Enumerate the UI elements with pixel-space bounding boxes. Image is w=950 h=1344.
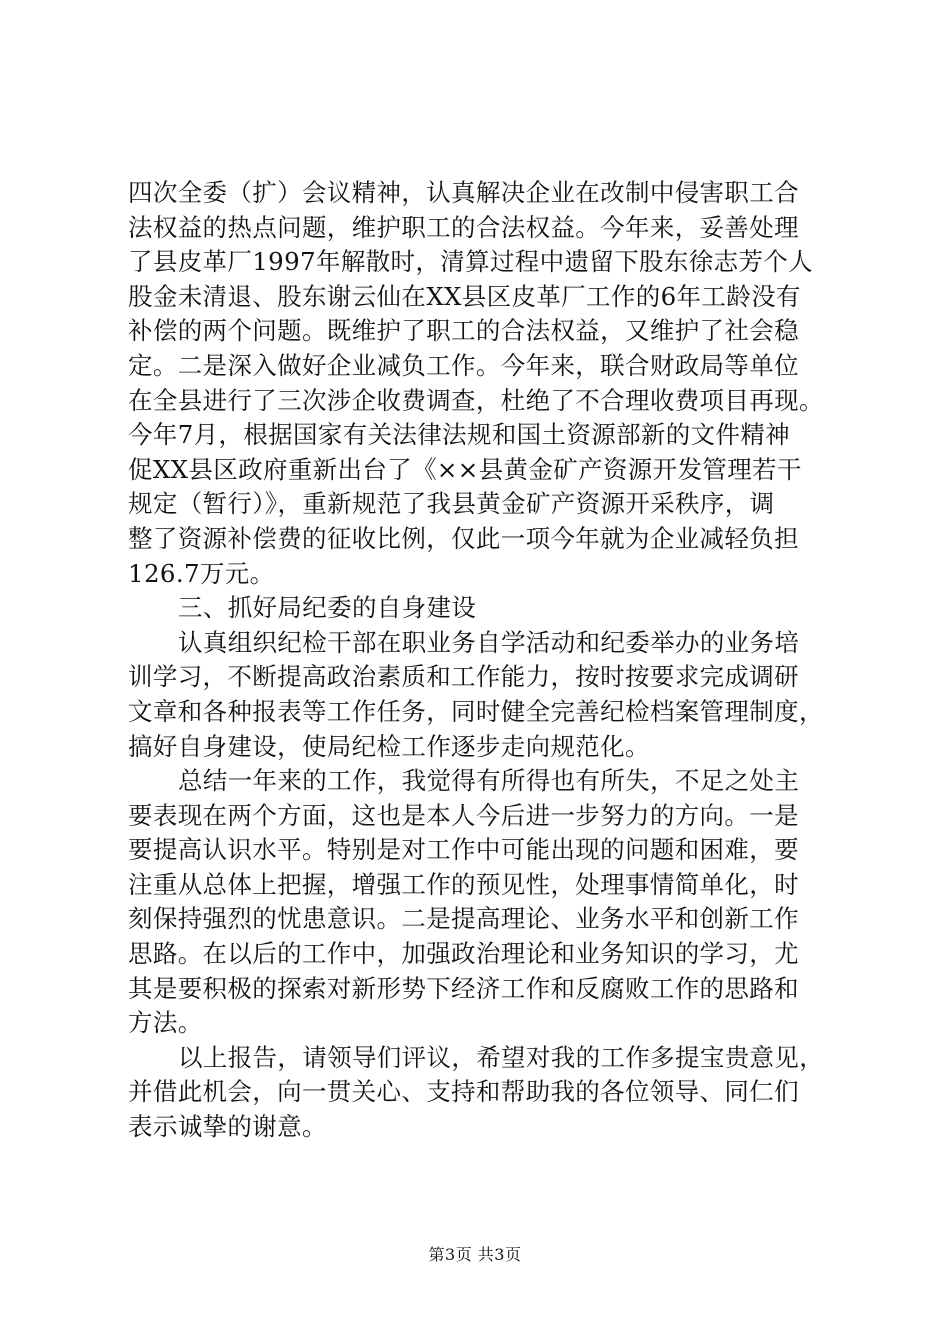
text-line: 注重从总体上把握，增强工作的预见性，处理事情简单化，时 [128,869,799,899]
text-line: 法权益的热点问题，维护职工的合法权益。今年来，妥善处理 [128,212,799,242]
text-line: 方法。 [128,1008,203,1038]
page-footer [0,1245,950,1265]
paragraph-start-line: 认真组织纪检干部在职业务自学活动和纪委举办的业务培 [178,627,800,657]
text-line: 要表现在两个方面，这也是本人今后进一步努力的方向。一是 [128,800,799,830]
paragraph-start-line: 总结一年来的工作，我觉得有所得也有所失，不足之处主 [178,766,800,796]
text-line: 规定（暂行）》，重新规范了我县黄金矿产资源开采秩序，调 [128,489,775,519]
text-line: 刻保持强烈的忧患意识。二是提高理论、业务水平和创新工作 [128,904,799,934]
text-line: 并借此机会，向一贯关心、支持和帮助我的各位领导、同仁们 [128,1077,799,1107]
text-line: 126.7万元。 [128,558,275,588]
text-line: 了县皮革厂1997年解散时，清算过程中遗留下股东徐志芳个人 [128,247,813,277]
text-line: 四次全委（扩）会议精神，认真解决企业在改制中侵害职工合 [128,178,799,207]
text-line: 表示诚挚的谢意。 [128,1112,327,1142]
text-line: 在全县进行了三次涉企收费调查，杜绝了不合理收费项目再现。 [128,385,824,415]
text-line: 文章和各种报表等工作任务，同时健全完善纪检档案管理制度， [128,696,824,726]
text-line: 整了资源补偿费的征收比例，仅此一项今年就为企业减轻负担 [128,523,799,553]
text-line: 今年7月，根据国家有关法律法规和国土资源部新的文件精神 [128,420,791,450]
text-line: 要提高认识水平。特别是对工作中可能出现的问题和困难，要 [128,835,799,865]
text-line: 搞好自身建设，使局纪检工作逐步走向规范化。 [128,731,650,761]
section-heading: 三、抓好局纪委的自身建设 [178,593,477,623]
page-number: 第3页 共3页 [428,1245,522,1264]
text-line: 定。二是深入做好企业减负工作。今年来，联合财政局等单位 [128,350,799,380]
text-line: 训学习，不断提高政治素质和工作能力，按时按要求完成调研 [128,662,799,692]
text-line: 股金未清退、股东谢云仙在XX县区皮革厂工作的6年工龄没有 [128,281,801,311]
document-body [128,176,840,1145]
text-line: 补偿的两个问题。既维护了职工的合法权益，又维护了社会稳 [128,316,799,346]
text-line: 其是要积极的探索对新形势下经济工作和反腐败工作的思路和 [128,973,799,1003]
text-line: 促XX县区政府重新出台了《××县黄金矿产资源开发管理若干 [128,454,802,484]
paragraph-start-line: 以上报告，请领导们评议，希望对我的工作多提宝贵意见， [178,1042,825,1072]
text-line: 思路。在以后的工作中，加强政治理论和业务知识的学习，尤 [128,939,799,969]
